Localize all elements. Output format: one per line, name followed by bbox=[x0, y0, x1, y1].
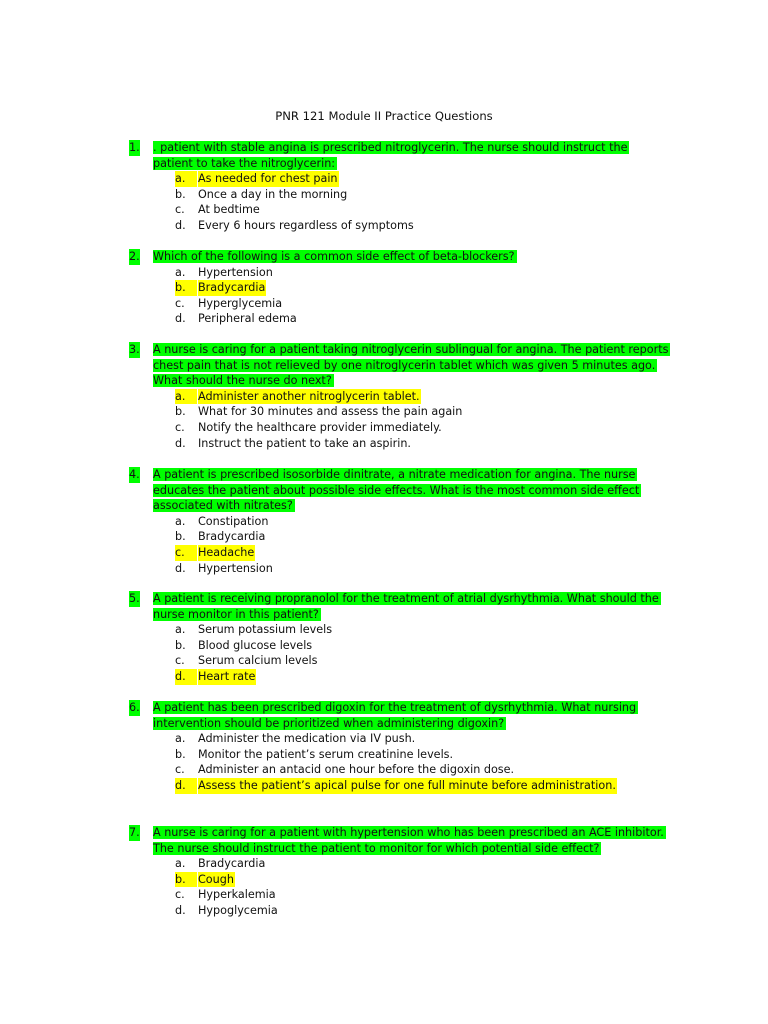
answer-option bbox=[0, 202, 768, 218]
option-letter: b. bbox=[175, 872, 197, 888]
option-letter: a. bbox=[175, 389, 197, 405]
answer-option bbox=[0, 187, 768, 203]
answer-option bbox=[0, 762, 768, 778]
answer-option bbox=[0, 265, 768, 281]
option-text: Assess the patient’s apical pulse for one full minute before administration. bbox=[198, 778, 616, 792]
option-letter: c. bbox=[175, 420, 185, 434]
page-title: PNR 121 Module II Practice Questions bbox=[275, 109, 493, 123]
question-text-line: Which of the following is a common side effect of beta-blockers? bbox=[153, 250, 515, 263]
option-letter: b. bbox=[175, 187, 186, 201]
option-letter: b. bbox=[175, 405, 186, 419]
option-letter: d. bbox=[175, 436, 186, 450]
answer-option bbox=[0, 731, 768, 747]
option-letter: a. bbox=[175, 265, 186, 279]
option-text: At bedtime bbox=[198, 203, 260, 217]
question-text-line: A patient has been prescribed digoxin for the treatment of dysrhythmia. What nursing bbox=[153, 701, 637, 714]
option-text: Hyperglycemia bbox=[198, 296, 283, 310]
question-text-line: The nurse should instruct the patient to monitor for which potential side effect? bbox=[153, 841, 600, 855]
option-letter: c. bbox=[175, 888, 185, 902]
question-text-line: . patient with stable angina is prescribed nitroglycerin. The nurse should instruct the bbox=[153, 141, 628, 154]
question-number: 2. bbox=[129, 250, 140, 263]
question-7 bbox=[0, 825, 768, 919]
question-stem bbox=[0, 825, 768, 856]
option-text: Monitor the patient’s serum creatinine levels. bbox=[198, 747, 454, 761]
option-letter: a. bbox=[175, 171, 197, 187]
answer-option bbox=[0, 545, 768, 561]
option-letter: d. bbox=[175, 218, 186, 232]
answer-option bbox=[0, 311, 768, 327]
option-text: Administer an antacid one hour before the digoxin dose. bbox=[198, 763, 515, 777]
option-letter: d. bbox=[175, 778, 197, 794]
question-4 bbox=[0, 467, 768, 576]
option-text: Bradycardia bbox=[198, 281, 266, 295]
answer-option bbox=[0, 404, 768, 420]
option-text: Once a day in the morning bbox=[198, 187, 348, 201]
question-stem bbox=[0, 249, 768, 265]
option-text: Bradycardia bbox=[198, 857, 266, 871]
option-text: Serum calcium levels bbox=[198, 654, 318, 668]
question-text-line: educates the patient about possible side effects. What is the most common side effect bbox=[153, 483, 640, 497]
option-text: Constipation bbox=[198, 514, 269, 528]
option-letter: b. bbox=[175, 280, 197, 296]
option-text: Instruct the patient to take an aspirin. bbox=[198, 436, 411, 450]
question-text-line: A nurse is caring for a patient taking nitroglycerin sublingual for angina. The patient reports bbox=[153, 343, 669, 356]
option-text: What for 30 minutes and assess the pain again bbox=[198, 405, 463, 419]
answer-option bbox=[0, 561, 768, 577]
question-number: 3. bbox=[129, 343, 140, 356]
question-stem bbox=[0, 140, 768, 171]
option-text: Serum potassium levels bbox=[198, 623, 333, 637]
question-5 bbox=[0, 591, 768, 685]
option-text: As needed for chest pain bbox=[198, 172, 338, 186]
option-text: Every 6 hours regardless of symptoms bbox=[198, 218, 414, 232]
option-text: Headache bbox=[198, 545, 255, 559]
question-number: 6. bbox=[129, 701, 140, 714]
answer-option bbox=[0, 296, 768, 312]
option-letter: c. bbox=[175, 654, 185, 668]
option-text: Bradycardia bbox=[198, 530, 266, 544]
option-letter: a. bbox=[175, 623, 186, 637]
question-2 bbox=[0, 249, 768, 327]
option-letter: c. bbox=[175, 545, 197, 561]
option-text: Blood glucose levels bbox=[198, 638, 313, 652]
option-letter: b. bbox=[175, 747, 186, 761]
question-stem bbox=[0, 591, 768, 622]
option-letter: c. bbox=[175, 296, 185, 310]
answer-option bbox=[0, 529, 768, 545]
option-text: Administer the medication via IV push. bbox=[198, 732, 416, 746]
answer-option bbox=[0, 747, 768, 763]
answer-option bbox=[0, 653, 768, 669]
question-stem bbox=[0, 700, 768, 731]
question-text-line: patient to take the nitroglycerin: bbox=[153, 156, 336, 170]
answer-option bbox=[0, 389, 768, 405]
question-text-line: intervention should be prioritized when administering digoxin? bbox=[153, 716, 505, 730]
question-text-line: chest pain that is not relieved by one nitroglycerin tablet which was given 5 minutes ago. bbox=[153, 358, 656, 372]
answer-option bbox=[0, 436, 768, 452]
option-text: Heart rate bbox=[198, 669, 256, 683]
option-text: Hyperkalemia bbox=[198, 888, 276, 902]
option-text: Hypertension bbox=[198, 561, 273, 575]
option-text: Cough bbox=[198, 872, 234, 886]
question-text-line: What should the nurse do next? bbox=[153, 374, 332, 388]
option-text: Administer another nitroglycerin tablet. bbox=[198, 389, 420, 403]
option-letter: b. bbox=[175, 638, 186, 652]
question-stem bbox=[0, 342, 768, 389]
answer-option bbox=[0, 903, 768, 919]
answer-option bbox=[0, 669, 768, 685]
answer-option bbox=[0, 420, 768, 436]
question-text-line: A patient is receiving propranolol for the treatment of atrial dysrhythmia. What should the bbox=[153, 592, 659, 605]
option-text: Peripheral edema bbox=[198, 312, 297, 326]
question-1 bbox=[0, 140, 768, 234]
option-text: Hypertension bbox=[198, 265, 273, 279]
answer-option bbox=[0, 638, 768, 654]
option-text: Notify the healthcare provider immediately. bbox=[198, 420, 442, 434]
option-letter: d. bbox=[175, 903, 186, 917]
answer-option bbox=[0, 514, 768, 530]
option-letter: a. bbox=[175, 732, 186, 746]
question-6 bbox=[0, 700, 768, 794]
question-text-line: A patient is prescribed isosorbide dinitrate, a nitrate medication for angina. The nurse bbox=[153, 468, 636, 481]
option-letter: c. bbox=[175, 763, 185, 777]
question-number: 1. bbox=[129, 141, 140, 154]
question-number: 7. bbox=[129, 826, 140, 839]
option-letter: c. bbox=[175, 203, 185, 217]
option-letter: d. bbox=[175, 561, 186, 575]
answer-option bbox=[0, 218, 768, 234]
answer-option bbox=[0, 887, 768, 903]
option-letter: a. bbox=[175, 514, 186, 528]
option-letter: b. bbox=[175, 530, 186, 544]
question-text-line: nurse monitor in this patient? bbox=[153, 607, 319, 621]
option-text: Hypoglycemia bbox=[198, 903, 278, 917]
answer-option bbox=[0, 622, 768, 638]
answer-option bbox=[0, 778, 768, 794]
option-letter: d. bbox=[175, 669, 197, 685]
answer-option bbox=[0, 171, 768, 187]
question-3 bbox=[0, 342, 768, 451]
answer-option bbox=[0, 872, 768, 888]
question-text-line: associated with nitrates? bbox=[153, 499, 293, 513]
option-letter: a. bbox=[175, 857, 186, 871]
question-number: 4. bbox=[129, 468, 140, 481]
question-text-line: A nurse is caring for a patient with hypertension who has been prescribed an ACE inhibitor. bbox=[153, 826, 664, 839]
answer-option bbox=[0, 856, 768, 872]
question-stem bbox=[0, 467, 768, 514]
answer-option bbox=[0, 280, 768, 296]
question-number: 5. bbox=[129, 592, 140, 605]
option-letter: d. bbox=[175, 312, 186, 326]
